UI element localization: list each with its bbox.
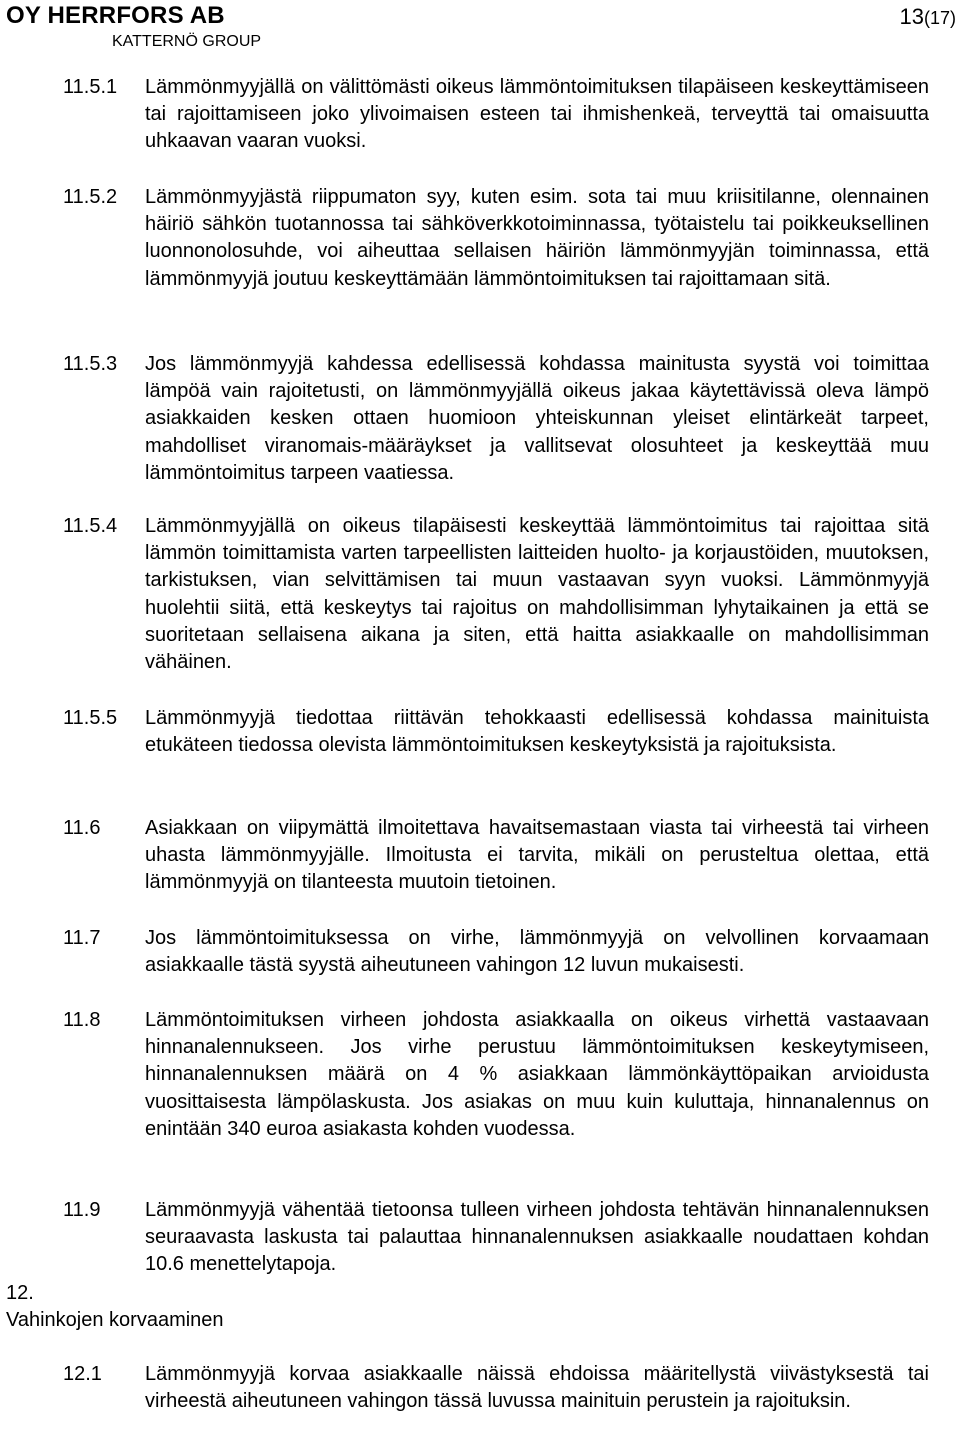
page-current: 13 bbox=[899, 4, 924, 29]
paragraph-text: Lämmönmyyjästä riippumaton syy, kuten esim. sota tai muu kriisitilanne, olennainen häiriö sähkön tuotannossa tai sähköverkkotoiminnassa, työtaistelu tai poikkeuksellinen luonnonolosuhde, voi aiheuttaa sellaisen häiriön lämmönmyyjän toiminnassa, että lämmönmyyjä joutuu keskeyttämään lämmöntoimituksen tai rajoittamaan sitä. bbox=[145, 186, 929, 290]
paragraph-number: 11.5.4 bbox=[63, 515, 118, 537]
paragraph-number: 11.5.1 bbox=[63, 76, 118, 98]
paragraph-text: Jos lämmöntoimituksessa on virhe, lämmönmyyjä on velvollinen korvaamaan asiakkaalle tästä syystä aiheutuneen vahingon 12 luvun mukaisesti. bbox=[145, 927, 929, 977]
paragraph-11-5-2 bbox=[63, 184, 929, 293]
paragraph-number: 11.5.5 bbox=[63, 707, 118, 729]
paragraph-11-5-3 bbox=[63, 351, 929, 487]
page-number bbox=[900, 4, 957, 31]
paragraph-number: 11.5.2 bbox=[63, 186, 118, 208]
paragraph-number: 11.9 bbox=[63, 1199, 101, 1221]
paragraph-text: Jos lämmönmyyjä kahdessa edellisessä kohdassa mainitusta syystä voi toimittaa lämpöä vain rajoitetusti, on lämmönmyyjällä oikeus jakaa käytettävissä oleva lämpö asiakkaiden kesken ottaen huomioon yhteiskunnan yleiset elintärkeät tarpeet, mahdolliset viranomais-määräykset ja vallitsevat olosuhteet ja keskeyttää muu lämmöntoimitus tarpeen vaatiessa. bbox=[145, 353, 929, 484]
paragraph-11-5-5 bbox=[63, 705, 929, 759]
page-total: (17) bbox=[923, 8, 956, 28]
paragraph-text: Asiakkaan on viipymättä ilmoitettava havaitsemastaan viasta tai virheestä tai virheen uhasta lämmönmyyjälle. Ilmoitusta ei tarvita, mikäli on perusteltua olettaa, että lämmönmyyjä on tilanteesta muutoin tietoinen. bbox=[145, 817, 929, 894]
paragraph-text: Lämmönmyyjällä on oikeus tilapäisesti keskeyttää lämmöntoimitus tai rajoittaa sitä lämmön toimittamista varten tarpeellisten laitteiden huolto- ja korjaustöiden, muutoksen, tarkistuksen, vian selvittämisen tai muun vastaavan syyn vuoksi. Lämmönmyyjä huolehtii siitä, että keskeytys tai rajoitus on mahdollisimman lyhytaikainen ja että se suoritetaan sellaisena aikana ja siten, että haitta asiakkaalle on mahdollisimman vähäinen. bbox=[145, 515, 929, 674]
paragraph-number: 11.7 bbox=[63, 927, 101, 949]
company-group: KATTERNÖ GROUP bbox=[112, 33, 262, 50]
paragraph-number: 12.1 bbox=[63, 1363, 102, 1385]
company-name: OY HERRFORS AB bbox=[6, 2, 225, 29]
paragraph-11-7 bbox=[63, 925, 929, 979]
paragraph-text: Lämmönmyyjä tiedottaa riittävän tehokkaasti edellisessä kohdassa mainituista etukäteen tiedossa olevista lämmöntoimituksen keskeytyksistä ja rajoituksista. bbox=[145, 707, 929, 757]
paragraph-text: Lämmöntoimituksen virheen johdosta asiakkaalla on oikeus virhettä vastaavaan hinnanalennukseen. Jos virhe perustuu lämmöntoimituksen keskeytymiseen, hinnanalennuksen määrä on 4 % asiakkaan lämmönkäyttöpaikan arvioidusta vuosittaisesta lämpölaskusta. Jos asiakas on muu kuin kuluttaja, hinnanalennus on enintään 340 euroa asiakasta kohden vuodessa. bbox=[145, 1009, 929, 1140]
paragraph-number: 11.8 bbox=[63, 1009, 101, 1031]
paragraph-11-5-1 bbox=[63, 74, 929, 156]
paragraph-text: Lämmönmyyjä korvaa asiakkaalle näissä ehdoissa määritellystä viivästyksestä tai virheestä aiheutuneen vahingon tässä luvussa mainituin perustein ja rajoituksin. bbox=[145, 1363, 929, 1413]
paragraph-11-9 bbox=[63, 1197, 929, 1279]
paragraph-11-8 bbox=[63, 1007, 929, 1143]
paragraph-text: Lämmönmyyjällä on välittömästi oikeus lämmöntoimituksen tilapäiseen keskeyttämiseen tai rajoittamiseen joko ylivoimaisen esteen tai ihmishenkeä, terveyttä tai omaisuutta uhkaavan vaaran vuoksi. bbox=[145, 76, 929, 153]
section-heading-number: 12. bbox=[6, 1282, 34, 1304]
paragraph-11-5-4 bbox=[63, 513, 929, 676]
section-heading-title: Vahinkojen korvaaminen bbox=[6, 1309, 224, 1331]
paragraph-11-6 bbox=[63, 815, 929, 897]
paragraph-12-1 bbox=[63, 1361, 929, 1415]
paragraph-number: 11.5.3 bbox=[63, 353, 118, 375]
paragraph-number: 11.6 bbox=[63, 817, 101, 839]
paragraph-text: Lämmönmyyjä vähentää tietoonsa tulleen virheen johdosta tehtävän hinnanalennuksen seuraavasta laskusta tai palauttaa hinnanalennuksen asiakkaalle noudattaen kohdan 10.6 menettelytapoja. bbox=[145, 1199, 929, 1276]
